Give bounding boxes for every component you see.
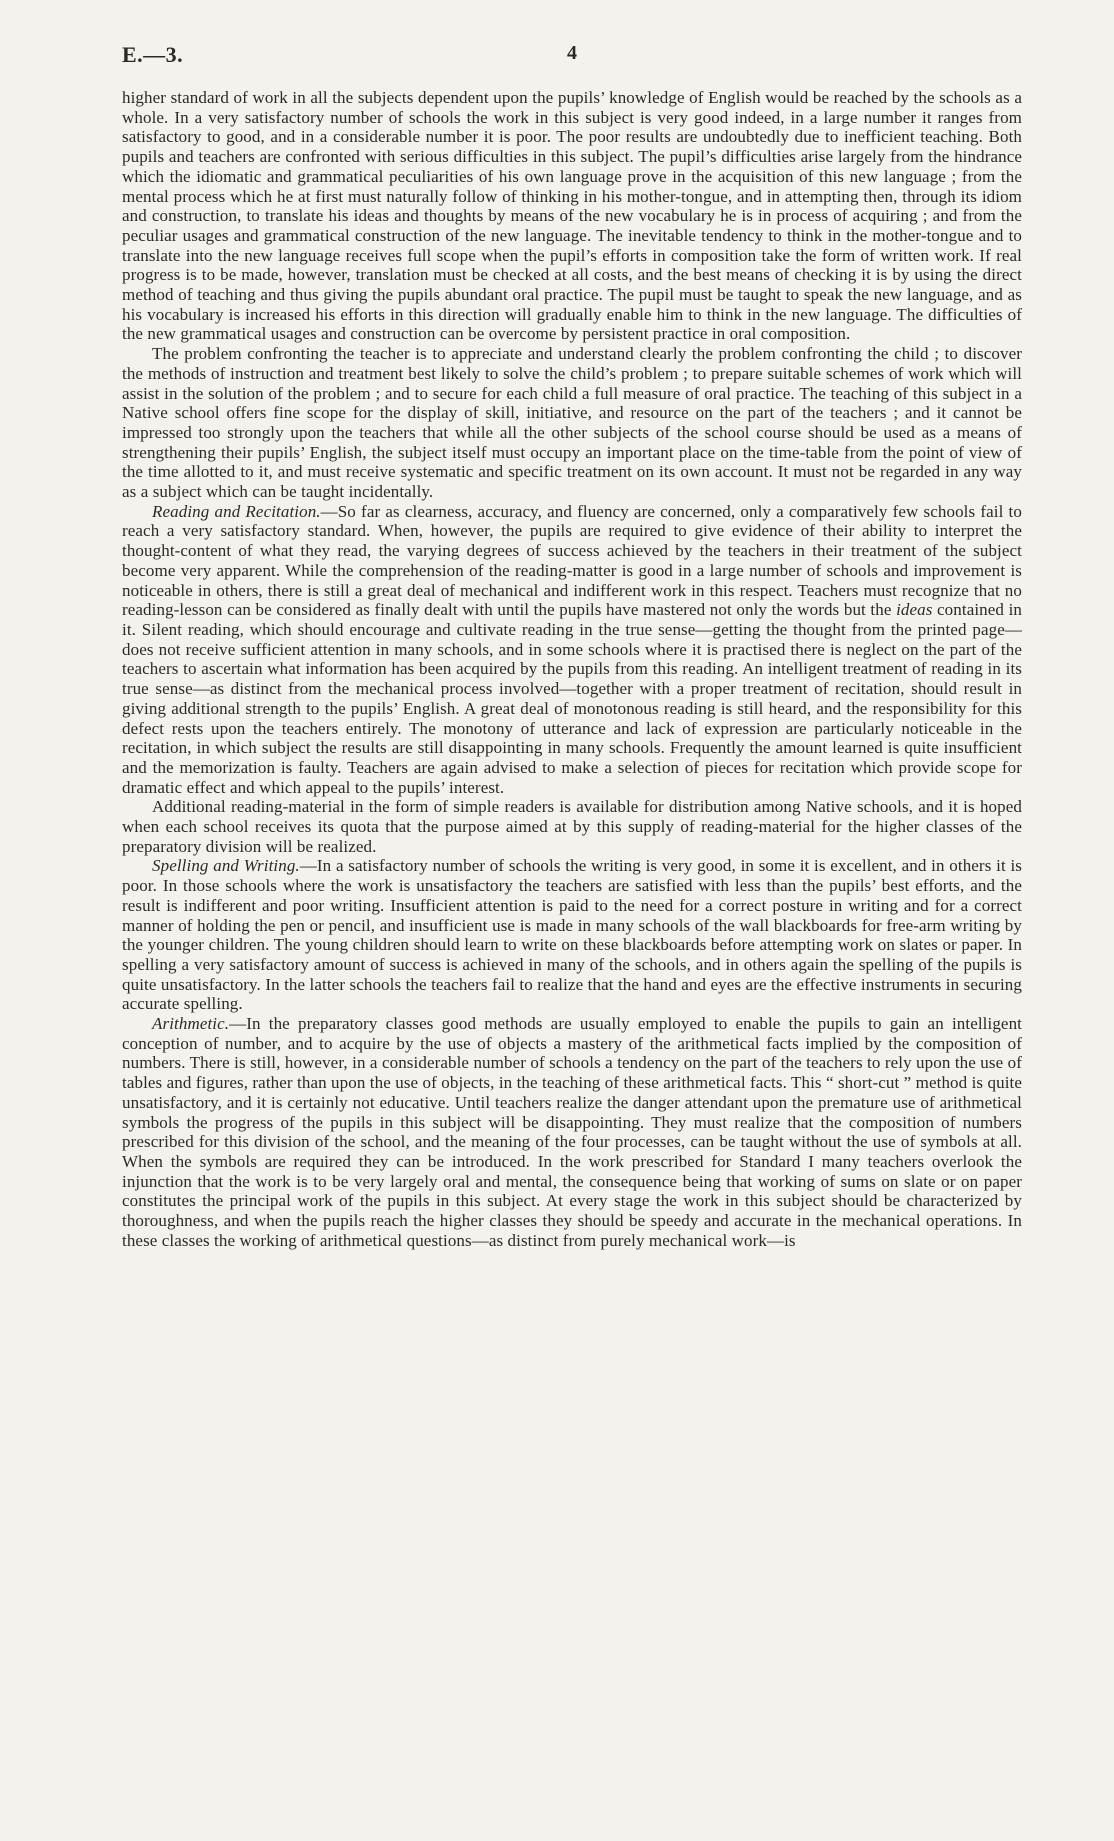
italic-heading-text: Arithmetic. bbox=[152, 1014, 230, 1034]
paragraph bbox=[122, 856, 1022, 1014]
paragraph bbox=[122, 344, 1022, 502]
paragraph bbox=[122, 797, 1022, 856]
paragraph bbox=[122, 88, 1022, 344]
body-text: higher standard of work in all the subjects dependent upon the pupils’ knowledge of English would be reached by the schools as a whole. In a very satisfactory number of schools the work in this subject is very good indeed, in a large number it ranges from satisfactory to good, and in a considerable number it is poor. The poor results are undoubtedly due to inefficient teaching. Both pupils and teachers are confronted with serious difficulties in this subject. The pupil’s difficulties arise largely from the hindrance which the idiomatic and grammatical peculiarities of his own language prove in the acquisition of this new language ; from the mental process which he at first must naturally follow of thinking in his mother-tongue, and in attempting then, through its idiom and construction, to translate his ideas and thoughts by means of the new vocabulary he is in process of acquiring ; and from the peculiar usages and grammatical construction of the new language. The inevitable tendency to think in the mother-tongue and to translate into the new language receives full scope when the pupil’s efforts in composition take the form of written work. If real progress is to be made, however, translation must be checked at all costs, and the best means of checking it is by using the direct method of teaching and thus giving the pupils abundant oral practice. The pupil must be taught to speak the new language, and as his vocabulary is increased his efforts in this direction will gradually enable him to think in the new language. The difficulties of the new grammatical usages and construction can be overcome by persistent practice in oral composition. bbox=[122, 88, 1022, 344]
body-text: —In the preparatory classes good methods are usually employed to enable the pupils to gain an intelligent conception of number, and to acquire by the use of objects a mastery of the arithmetical facts implied by the composition of numbers. There is still, however, in a considerable number of schools a tendency on the part of the teachers to rely upon the use of tables and figures, rather than upon the use of objects, in the teaching of these arithmetical facts. This “ short-cut ” method is quite unsatisfactory, and it is certainly not educative. Until teachers realize the danger attendant upon the premature use of arithmetical symbols the progress of the pupils in this subject will be disappointing. They must realize that the composition of numbers prescribed for this division of the school, and the meaning of the four processes, can be taught without the use of symbols at all. When the symbols are required they can be introduced. In the work prescribed for Standard I many teachers overlook the injunction that the work is to be very largely oral and mental, the consequence being that working of sums on slate or on paper constitutes the principal work of the pupils in this subject. At every stage the work in this subject should be characterized by thoroughness, and when the pupils reach the higher classes they should be speedy and accurate in the mechanical operations. In these classes the working of arithmetical questions—as distinct from purely mechanical work—is bbox=[122, 1014, 1022, 1250]
italic-heading-text: Spelling and Writing. bbox=[152, 856, 300, 876]
paragraph bbox=[122, 1014, 1022, 1250]
document-body bbox=[122, 88, 1022, 1250]
italic-heading-text: Reading and Recitation. bbox=[152, 501, 321, 521]
italic-heading-text: ideas bbox=[896, 600, 933, 620]
body-text: —In a satisfactory number of schools the writing is very good, in some it is excellent, and in others it is poor. In those schools where the work is unsatisfactory the teachers are satisfied with less than the pupils’ best efforts, and the result is indifferent and poor writing. Insufficient attention is paid to the need for a correct posture in writing and for a correct manner of holding the pen or pencil, and insufficient use is made in many schools of the wall blackboards for free-arm writing by the younger children. The young children should learn to write on these blackboards before attempting work on slates or paper. In spelling a very satisfactory amount of success is achieved in many of the schools, and in others again the spelling of the pupils is quite unsatisfactory. In the latter schools the teachers fail to realize that the hand and eyes are the effective instruments in securing accurate spelling. bbox=[122, 856, 1023, 1014]
page-number: 4 bbox=[567, 42, 577, 64]
body-text: Additional reading-material in the form of simple readers is available for distribution among Native schools, and it is hoped when each school receives its quota that the purpose aimed at by this supply of reading-material for the higher classes of the preparatory division will be realized. bbox=[122, 797, 1022, 856]
page-header bbox=[122, 42, 1022, 72]
body-text: —So far as clearness, accuracy, and fluency are concerned, only a comparatively few schools fail to reach a very satisfactory standard. When, however, the pupils are required to give evidence of their ability to interpret the thought-content of what they read, the varying degrees of success achieved by the teachers in their treatment of the subject become very apparent. While the comprehension of the reading-matter is good in a large number of schools and improvement is noticeable in others, there is still a great deal of mechanical and indifferent work in this respect. Teachers must recognize that no reading-lesson can be considered as finally dealt with until the pupils have mastered not only the words but the bbox=[122, 501, 1022, 620]
body-text: The problem confronting the teacher is to appreciate and understand clearly the problem confronting the child ; to discover the methods of instruction and treatment best likely to solve the child’s problem ; to prepare suitable schemes of work which will assist in the solution of the problem ; and to secure for each child a full measure of oral practice. The teaching of this subject in a Native school offers fine scope for the display of skill, initiative, and resource on the part of the teachers ; and it cannot be impressed too strongly upon the teachers that while all the other subjects of the school course should be used as a means of strengthening their pupils’ English, the subject itself must occupy an important place on the time-table from the point of view of the time allotted to it, and must receive systematic and specific treatment on its own account. It must not be regarded in any way as a subject which can be taught incidentally. bbox=[122, 344, 1022, 502]
document-reference: E.—3. bbox=[122, 42, 184, 67]
body-text: contained in it. Silent reading, which should encourage and cultivate reading in the true sense—getting the thought from the printed page—does not receive sufficient attention in many schools, and in some schools where it is practised there is neglect on the part of the teachers to ascertain what information has been acquired by the pupils from this reading. An intelligent treatment of reading in its true sense—as distinct from the mechanical process involved—together with a proper treatment of recitation, should result in giving additional strength to the pupils’ English. A great deal of monotonous reading is still heard, and the responsibility for this defect rests upon the teachers entirely. The monotony of utterance and lack of expression are particularly noticeable in the recitation, in which subject the results are still disappointing in many schools. Frequently the amount learned is quite insufficient and the memorization is faulty. Teachers are again advised to make a selection of pieces for recitation which provide scope for dramatic effect and which appeal to the pupils’ interest. bbox=[122, 600, 1023, 797]
paragraph bbox=[122, 502, 1022, 798]
